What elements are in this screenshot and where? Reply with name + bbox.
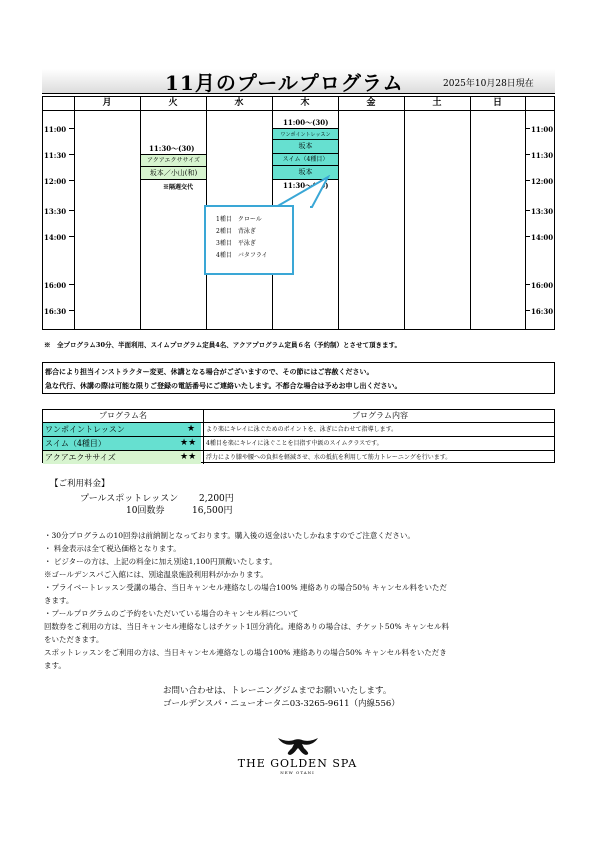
brand-subname: NEW OTANI (280, 770, 315, 775)
schedule-grid (42, 96, 555, 330)
time-label-right: 16:30 (531, 307, 554, 316)
tue-program-time: 11:30～(30) (149, 144, 195, 153)
time-tick (525, 154, 530, 155)
program-name: アクアエクササイズ (43, 451, 201, 464)
thu-time-top: 11:00～(30) (283, 118, 329, 127)
time-tick (69, 236, 74, 237)
as-of-date: 2025年10月28日現在 (443, 79, 534, 89)
col-line (525, 97, 526, 329)
time-label-right: 16:00 (531, 281, 554, 290)
time-label-right: 11:00 (531, 125, 554, 134)
contact-line-1: お問い合わせは、トレーニングジムまでお願いいたします。 (163, 686, 392, 696)
term-line: ・プールプログラムのご予約をいただいている場合のキャンセル料について (44, 609, 299, 618)
notice-box (42, 362, 555, 394)
col-line (470, 97, 471, 329)
term-line: 回数券をご利用の方は、当日キャンセル連絡なしはチケット1回分消化。連絡ありの場合は、チケット50% キャンセル料 (44, 622, 449, 631)
thu-instructor-1-cell (272, 139, 339, 154)
time-tick (525, 128, 530, 129)
term-line: ※ゴールデンスパご入館には、別途温泉施設利用料がかかります。 (44, 570, 268, 579)
col-line (404, 97, 405, 329)
time-label-left: 13:30 (44, 207, 67, 216)
difficulty-stars: ★★ (180, 452, 197, 462)
time-label-left: 11:30 (44, 151, 67, 160)
notice-line-1: 都合により担当インストラクター変更、休講となる場合がございますので、その節にはご容赦ください。 (45, 367, 374, 376)
time-tick (69, 284, 74, 285)
callout-stroke-3: 3種目 平泳ぎ (216, 240, 256, 247)
thu-program-1-name: ワンポイントレッスン (280, 132, 331, 138)
day-header-fri: 金 (366, 98, 376, 108)
day-header-sat: 土 (432, 98, 442, 108)
pricing-heading: 【ご利用料金】 (50, 479, 110, 489)
term-line: ・ ビジターの方は、上記の料金に加え別途1,100円頂戴いたします。 (44, 557, 277, 566)
time-label-right: 13:30 (531, 207, 554, 216)
stroke-list-callout (204, 205, 294, 275)
spot-lesson-price: 2,200円 (199, 494, 234, 504)
term-line: ・ 料金表示は全て税込価格となります。 (44, 544, 181, 553)
time-label-right: 12:00 (531, 177, 554, 186)
day-header-mon: 月 (102, 98, 112, 108)
tue-rotation-note: ※隔週交代 (163, 184, 194, 191)
program-name-header: プログラム名 (99, 411, 147, 420)
ticket-label: 10回数券 (126, 506, 165, 516)
thu-program-2-name: スイム（4種目） (282, 156, 329, 163)
program-description: 4種目を楽にキレイに泳ぐことを目指す中級のスイムクラスです。 (203, 437, 556, 450)
callout-pointer (272, 175, 332, 209)
time-tick (525, 310, 530, 311)
program-name: スイム（4種目） (43, 437, 201, 450)
col-line (74, 97, 75, 329)
time-label-left: 12:00 (44, 177, 67, 186)
schedule-footnote: ※ 全プログラム30分、半面利用、スイムプログラム定員4名、アクアプログラム定員６名（予約制）とさせて頂きます。 (44, 341, 402, 349)
program-table (42, 409, 555, 463)
tue-instructor: 坂本／小山(和) (149, 169, 198, 177)
time-tick (69, 154, 74, 155)
time-tick (525, 210, 530, 211)
term-line: をいただきます。 (44, 635, 104, 644)
term-line: ・30分プログラムの10回券は前納制となっております。購入後の返金はいたしかねますのでご注意ください。 (44, 531, 415, 540)
col-line (140, 97, 141, 329)
term-line: スポットレッスンをご利用の方は、当日キャンセル連絡なしの場合100% 連絡ありの場合50% キャンセル料をいただき (44, 648, 447, 657)
program-row (43, 436, 554, 450)
time-label-left: 16:30 (44, 307, 67, 316)
difficulty-stars: ★★ (180, 438, 197, 448)
time-tick (69, 310, 74, 311)
program-row (43, 450, 554, 464)
program-name: ワンポイントレッスン (43, 423, 201, 436)
day-header-sun: 日 (492, 98, 502, 108)
thu-instructor-2: 坂本 (298, 168, 313, 176)
tue-instructor-cell (140, 166, 207, 180)
spot-lesson-label: プールスポットレッスン (80, 494, 179, 504)
term-line: ・プライベートレッスン受講の場合、当日キャンセル連絡なしの場合100% 連絡ありの場合50％ キャンセル料をいただ (44, 583, 447, 592)
time-label-left: 16:00 (44, 281, 67, 290)
notice-line-2: 急な代行、休講の際は可能な限りご登録の電話番号にご連絡いたします。不都合な場合は予めお申し出ください。 (45, 381, 402, 390)
time-label-right: 11:30 (531, 151, 554, 160)
program-description: より楽にキレイに泳ぐためのポイントを、泳ぎに合わせて指導します。 (203, 423, 556, 436)
thu-time-bottom: 11:30～(30) (283, 181, 329, 190)
brand-name: THE GOLDEN SPA (237, 757, 358, 770)
term-line: ます。 (44, 661, 66, 670)
program-desc-header: プログラム内容 (203, 410, 556, 422)
time-tick (69, 210, 74, 211)
header-divider (43, 110, 554, 111)
day-header-thu: 木 (300, 98, 310, 108)
time-label-left: 11:00 (44, 125, 67, 134)
callout-stroke-2: 2種目 背泳ぎ (216, 228, 256, 235)
callout-stroke-1: 1種目 クロール (216, 216, 262, 223)
callout-stroke-4: 4種目 バタフライ (216, 252, 268, 259)
time-label-right: 14:00 (531, 233, 554, 242)
contact-line-2: ゴールデンスパ・ニューオータニ03-3265-9611（内線556） (163, 699, 400, 709)
ticket-price: 16,500円 (192, 506, 233, 516)
day-header-tue: 火 (168, 98, 178, 108)
program-description: 浮力により膝や腰への負担を軽減させ、水の抵抗を利用して筋力トレーニングを行います。 (203, 451, 556, 464)
time-tick (69, 128, 74, 129)
thu-instructor-1: 坂本 (298, 142, 313, 150)
term-line: きます。 (44, 596, 74, 605)
tue-program-name: アクアエクササイズ (146, 157, 201, 164)
time-tick (69, 180, 74, 181)
difficulty-stars: ★ (187, 424, 196, 434)
page-title: 11月のプールプログラム (165, 71, 404, 95)
program-row (43, 422, 554, 436)
day-header-wed: 水 (234, 98, 244, 108)
time-tick (525, 284, 530, 285)
time-tick (525, 236, 530, 237)
time-tick (525, 180, 530, 181)
time-label-left: 14:00 (44, 233, 67, 242)
spa-logo-icon (276, 734, 320, 756)
